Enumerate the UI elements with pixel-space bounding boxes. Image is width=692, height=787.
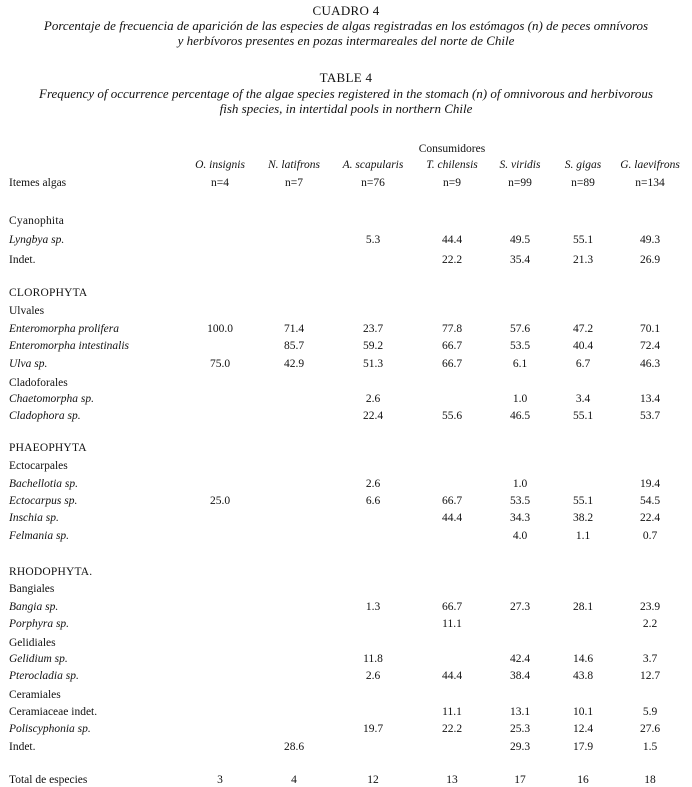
row-label: Enteromorpha intestinalis (9, 340, 130, 352)
row-label: Cyanophita (9, 215, 65, 227)
cell-value: 25.0 (209, 495, 231, 507)
caption-label-en: TABLE 4 (319, 70, 373, 85)
column-header-name: N. latifrons (268, 159, 320, 171)
row-label: Enteromorpha prolifera (9, 323, 119, 335)
caption-line-1: Porcentaje de frecuencia de aparición de las especies de algas registradas en los estómagos (n) de peces omnívoros (43, 18, 649, 33)
row-label: Ceramiales (9, 689, 61, 701)
cell-value: 21.3 (572, 254, 594, 266)
row-label: CLOROPHYTA (9, 287, 88, 299)
cell-value: 11.8 (363, 653, 383, 665)
cell-value: 66.7 (441, 340, 463, 352)
column-header-name: T. chilensis (426, 159, 478, 171)
row-label: Gelidium sp. (9, 653, 68, 665)
cell-value: 46.3 (639, 358, 661, 370)
cell-value: 51.3 (362, 358, 384, 370)
cell-value: 12 (367, 774, 379, 786)
column-header-n: n=9 (443, 177, 461, 189)
cell-value: 53.5 (509, 340, 531, 352)
total-row-label: Total de especies (9, 774, 88, 786)
cell-value: 38.4 (509, 670, 531, 682)
cell-value: 22.4 (639, 512, 661, 524)
column-header-n: n=76 (361, 177, 385, 189)
cell-value: 2.6 (365, 478, 381, 490)
cell-value: 2.6 (365, 670, 381, 682)
column-header-name: G. laevifrons (620, 159, 680, 171)
cell-value: 71.4 (283, 323, 305, 335)
cell-value: 23.9 (639, 601, 661, 613)
super-header: Consumidores (418, 143, 486, 155)
cell-value: 28.6 (283, 741, 305, 753)
cell-value: 2.6 (365, 393, 381, 405)
cell-value: 72.4 (639, 340, 661, 352)
row-label: Felmania sp. (9, 530, 70, 542)
cell-value: 47.2 (572, 323, 594, 335)
cell-value: 16 (577, 774, 589, 786)
cell-value: 10.1 (572, 706, 594, 718)
cell-value: 4.0 (512, 530, 528, 542)
cell-value: 2.2 (642, 618, 658, 630)
cell-value: 66.7 (441, 601, 463, 613)
cell-value: 11.1 (442, 618, 462, 630)
cell-value: 17 (514, 774, 526, 786)
cell-value: 44.4 (441, 234, 463, 246)
cell-value: 49.3 (639, 234, 661, 246)
cell-value: 3 (217, 774, 223, 786)
cell-value: 1.3 (365, 601, 381, 613)
row-label: Bangiales (9, 583, 55, 595)
cell-value: 34.3 (509, 512, 531, 524)
cell-value: 12.7 (639, 670, 661, 682)
row-label: Gelidiales (9, 637, 56, 649)
row-label: Pterocladia sp. (9, 670, 79, 682)
row-label: Ceramiaceae indet. (9, 706, 98, 718)
cell-value: 57.6 (509, 323, 531, 335)
cell-value: 75.0 (209, 358, 231, 370)
cell-value: 59.2 (362, 340, 384, 352)
cell-value: 27.3 (509, 601, 531, 613)
cell-value: 35.4 (509, 254, 531, 266)
cell-value: 5.9 (642, 706, 658, 718)
cell-value: 40.4 (572, 340, 594, 352)
caption-line-1: Frequency of occurrence percentage of the algae species registered in the stomach (n) of omnivorous and herbivorous (39, 86, 653, 101)
cell-value: 55.6 (441, 410, 463, 422)
cell-value: 26.9 (639, 254, 661, 266)
column-header-n: n=99 (508, 177, 532, 189)
row-label: Poliscyphonia sp. (9, 723, 91, 735)
row-label: Indet. (9, 741, 36, 753)
column-header-name: A. scapularis (342, 159, 404, 171)
cell-value: 12.4 (572, 723, 594, 735)
cell-value: 13.4 (639, 393, 661, 405)
row-label: RHODOPHYTA. (9, 566, 93, 578)
column-header-name: S. viridis (499, 159, 541, 171)
row-label: Bachellotia sp. (9, 478, 78, 490)
cell-value: 70.1 (639, 323, 661, 335)
column-header-name: S. gigas (564, 159, 602, 171)
cell-value: 53.5 (509, 495, 531, 507)
cell-value: 6.1 (512, 358, 528, 370)
cell-value: 19.7 (362, 723, 384, 735)
cell-value: 49.5 (509, 234, 531, 246)
row-label: Ectocarpus sp. (9, 495, 78, 507)
caption-label-es: CUADRO 4 (312, 3, 380, 18)
cell-value: 0.7 (642, 530, 658, 542)
cell-value: 43.8 (572, 670, 594, 682)
cell-value: 22.2 (441, 723, 463, 735)
cell-value: 3.7 (642, 653, 658, 665)
row-label: Chaetomorpha sp. (9, 393, 94, 405)
cell-value: 27.6 (639, 723, 661, 735)
cell-value: 1.0 (512, 393, 528, 405)
row-label: Porphyra sp. (9, 618, 70, 630)
cell-value: 13.1 (509, 706, 531, 718)
caption-line-2: fish species, in intertidal pools in northern Chile (219, 101, 473, 116)
row-label: Bangia sp. (9, 601, 59, 613)
cell-value: 55.1 (572, 410, 594, 422)
cell-value: 38.2 (572, 512, 594, 524)
cell-value: 3.4 (575, 393, 591, 405)
cell-value: 18 (644, 774, 656, 786)
row-header: Itemes algas (9, 177, 67, 189)
cell-value: 77.8 (441, 323, 463, 335)
column-header-name: O. insignis (195, 159, 245, 171)
row-label: Ulva sp. (9, 358, 48, 370)
cell-value: 29.3 (509, 741, 531, 753)
cell-value: 55.1 (572, 495, 594, 507)
cell-value: 1.0 (512, 478, 528, 490)
cell-value: 44.4 (441, 670, 463, 682)
cell-value: 46.5 (509, 410, 531, 422)
cell-value: 54.5 (639, 495, 661, 507)
row-label: Lyngbya sp. (9, 234, 65, 246)
cell-value: 17.9 (572, 741, 594, 753)
cell-value: 28.1 (572, 601, 594, 613)
cell-value: 44.4 (441, 512, 463, 524)
column-header-n: n=89 (571, 177, 595, 189)
cell-value: 42.9 (283, 358, 305, 370)
row-label: PHAEOPHYTA (9, 442, 87, 454)
cell-value: 23.7 (362, 323, 384, 335)
cell-value: 1.1 (575, 530, 591, 542)
cell-value: 55.1 (572, 234, 594, 246)
caption-line-2: y herbívoros presentes en pozas intermareales del norte de Chile (177, 33, 515, 48)
row-label: Cladoforales (9, 377, 68, 389)
cell-value: 13 (446, 774, 458, 786)
column-header-n: n=4 (211, 177, 229, 189)
cell-value: 22.4 (362, 410, 384, 422)
cell-value: 22.2 (441, 254, 463, 266)
cell-value: 6.6 (365, 495, 381, 507)
column-header-n: n=7 (285, 177, 303, 189)
cell-value: 19.4 (639, 478, 661, 490)
cell-value: 6.7 (575, 358, 591, 370)
row-label: Cladophora sp. (9, 410, 81, 422)
row-label: Indet. (9, 254, 36, 266)
cell-value: 11.1 (442, 706, 462, 718)
cell-value: 66.7 (441, 495, 463, 507)
cell-value: 25.3 (509, 723, 531, 735)
cell-value: 66.7 (441, 358, 463, 370)
row-label: Ectocarpales (9, 460, 68, 472)
row-label: Ulvales (9, 305, 45, 317)
row-label: Inschia sp. (9, 512, 59, 524)
cell-value: 4 (291, 774, 297, 786)
cell-value: 42.4 (509, 653, 531, 665)
cell-value: 100.0 (207, 323, 233, 335)
cell-value: 53.7 (639, 410, 661, 422)
cell-value: 1.5 (642, 741, 658, 753)
cell-value: 14.6 (572, 653, 594, 665)
cell-value: 5.3 (365, 234, 381, 246)
cell-value: 85.7 (283, 340, 305, 352)
column-header-n: n=134 (635, 177, 665, 189)
